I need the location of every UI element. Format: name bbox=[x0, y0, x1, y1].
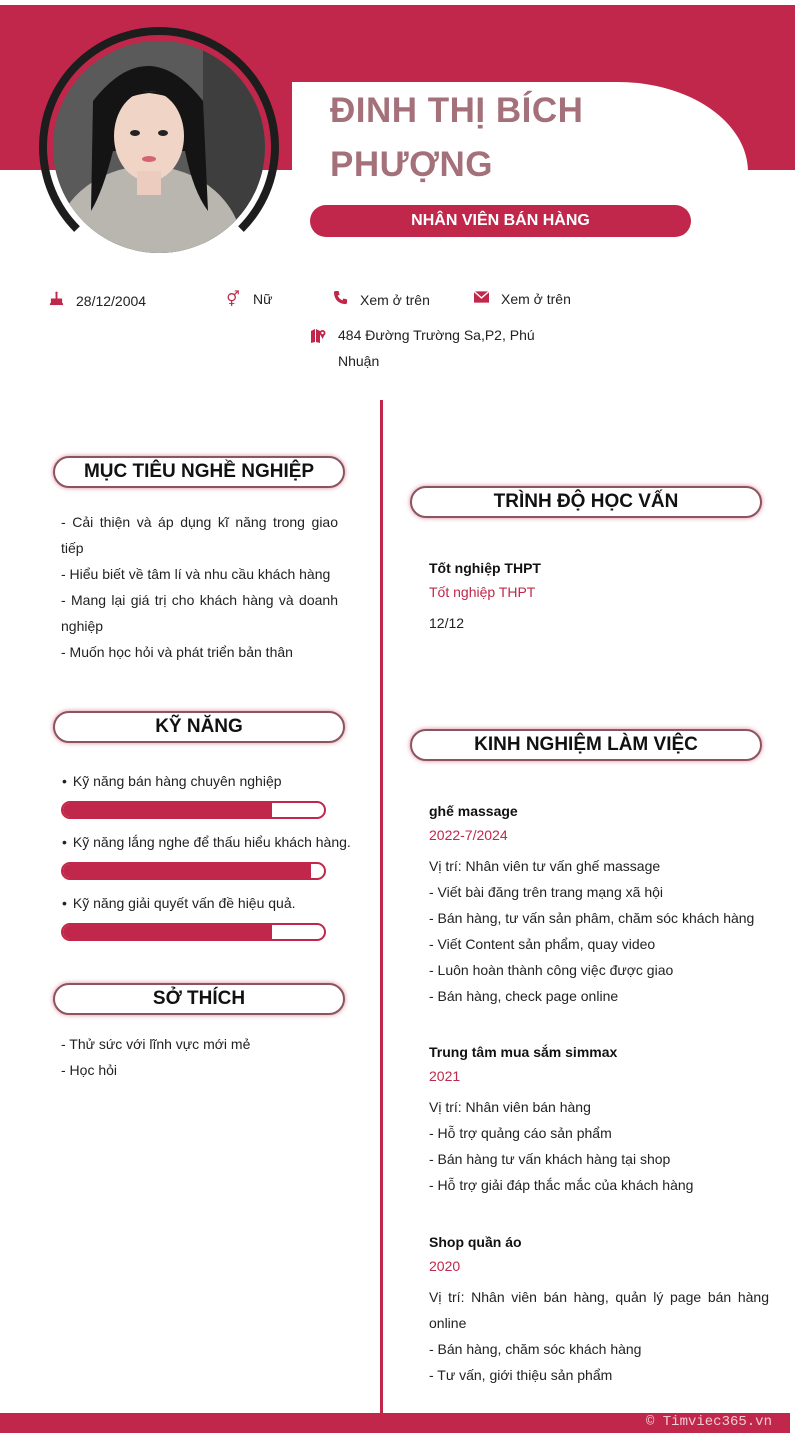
job-company: Shop quần áo bbox=[429, 1234, 522, 1250]
column-divider bbox=[380, 400, 383, 1414]
hobbies-text bbox=[61, 1031, 338, 1083]
objective-text bbox=[61, 509, 338, 665]
job-description bbox=[429, 1094, 769, 1198]
objective-heading: MỤC TIÊU NGHỀ NGHIỆP bbox=[53, 456, 345, 488]
address-info: 484 Đường Trường Sa,P2, Phú Nhuận bbox=[310, 322, 550, 374]
education-school: Tốt nghiệp THPT bbox=[429, 560, 541, 576]
list-item: - Luôn hoàn thành công việc được giao bbox=[429, 962, 674, 978]
birthday-info: 28/12/2004 bbox=[48, 291, 146, 310]
email-info: Xem ở trên bbox=[473, 290, 571, 307]
list-item: - Muốn học hỏi và phát triển bản thân bbox=[61, 644, 293, 660]
gender-icon: ⚥ bbox=[226, 291, 240, 308]
education-degree: Tốt nghiệp THPT bbox=[429, 584, 536, 600]
list-item: - Viết Content sản phẩm, quay video bbox=[429, 936, 656, 952]
skill-bar bbox=[61, 801, 326, 819]
education-grade: 12/12 bbox=[429, 615, 465, 631]
hobbies-heading: SỞ THÍCH bbox=[53, 983, 345, 1015]
skills-heading: KỸ NĂNG bbox=[53, 711, 345, 743]
job-title-badge: NHÂN VIÊN BÁN HÀNG bbox=[310, 205, 691, 237]
job-period: 2021 bbox=[429, 1068, 461, 1084]
job-period: 2022-7/2024 bbox=[429, 827, 508, 843]
list-item: Vị trí: Nhân viên tư vấn ghế massage bbox=[429, 858, 661, 874]
skill-label: • Kỹ năng bán hàng chuyên nghiệp bbox=[62, 773, 282, 789]
list-item: - Học hỏi bbox=[61, 1062, 118, 1078]
profile-photo bbox=[53, 41, 265, 253]
skill-label: • Kỹ năng giải quyết vấn đề hiệu quả. bbox=[62, 895, 296, 911]
list-item: - Bán hàng tư vấn khách hàng tại shop bbox=[429, 1151, 671, 1167]
envelope-icon bbox=[473, 290, 489, 307]
copyright-text: © Timviec365.vn bbox=[645, 1414, 772, 1430]
list-item: - Bán hàng, check page online bbox=[429, 988, 619, 1004]
job-company: Trung tâm mua sắm simmax bbox=[429, 1044, 618, 1060]
cake-icon bbox=[48, 291, 64, 310]
list-item: - Hiểu biết về tâm lí và nhu cầu khách hàng bbox=[61, 566, 331, 582]
job-description bbox=[429, 853, 769, 1009]
list-item: - Mang lại giá trị cho khách hàng và doanh nghiệp bbox=[61, 592, 338, 634]
skill-label: • Kỹ năng lắng nghe để thấu hiểu khách hàng. bbox=[62, 834, 351, 850]
candidate-name: ĐINH THỊ BÍCH PHƯỢNG bbox=[330, 91, 584, 184]
experience-heading: KINH NGHIỆM LÀM VIỆC bbox=[410, 729, 762, 761]
job-period: 2020 bbox=[429, 1258, 461, 1274]
avatar bbox=[53, 41, 265, 253]
list-item: Vị trí: Nhân viên bán hàng, quản lý page bán hàng online bbox=[429, 1289, 769, 1331]
education-heading: TRÌNH ĐỘ HỌC VẤN bbox=[410, 486, 762, 518]
list-item: - Hỗ trợ quảng cáo sản phẩm bbox=[429, 1125, 612, 1141]
phone-icon bbox=[332, 290, 348, 309]
gender-info: ⚥ Nữ bbox=[226, 291, 273, 308]
list-item: Vị trí: Nhân viên bán hàng bbox=[429, 1099, 591, 1115]
skill-bar bbox=[61, 923, 326, 941]
job-company: ghế massage bbox=[429, 803, 518, 819]
footer-bar bbox=[0, 1413, 790, 1433]
list-item: - Tư vấn, giới thiệu sản phẩm bbox=[429, 1367, 613, 1383]
list-item: - Hỗ trợ giải đáp thắc mắc của khách hàng bbox=[429, 1177, 694, 1193]
list-item: - Thử sức với lĩnh vực mới mẻ bbox=[61, 1036, 251, 1052]
list-item: - Bán hàng, chăm sóc khách hàng bbox=[429, 1341, 642, 1357]
job-description bbox=[429, 1284, 769, 1388]
skill-bar bbox=[61, 862, 326, 880]
list-item: - Viết bài đăng trên trang mạng xã hội bbox=[429, 884, 664, 900]
phone-info: Xem ở trên bbox=[332, 290, 430, 309]
list-item: - Bán hàng, tư vấn sản phâm, chăm sóc khách hàng bbox=[429, 910, 755, 926]
map-pin-icon bbox=[310, 326, 326, 352]
list-item: - Cải thiện và áp dụng kĩ năng trong giao tiếp bbox=[61, 514, 338, 556]
